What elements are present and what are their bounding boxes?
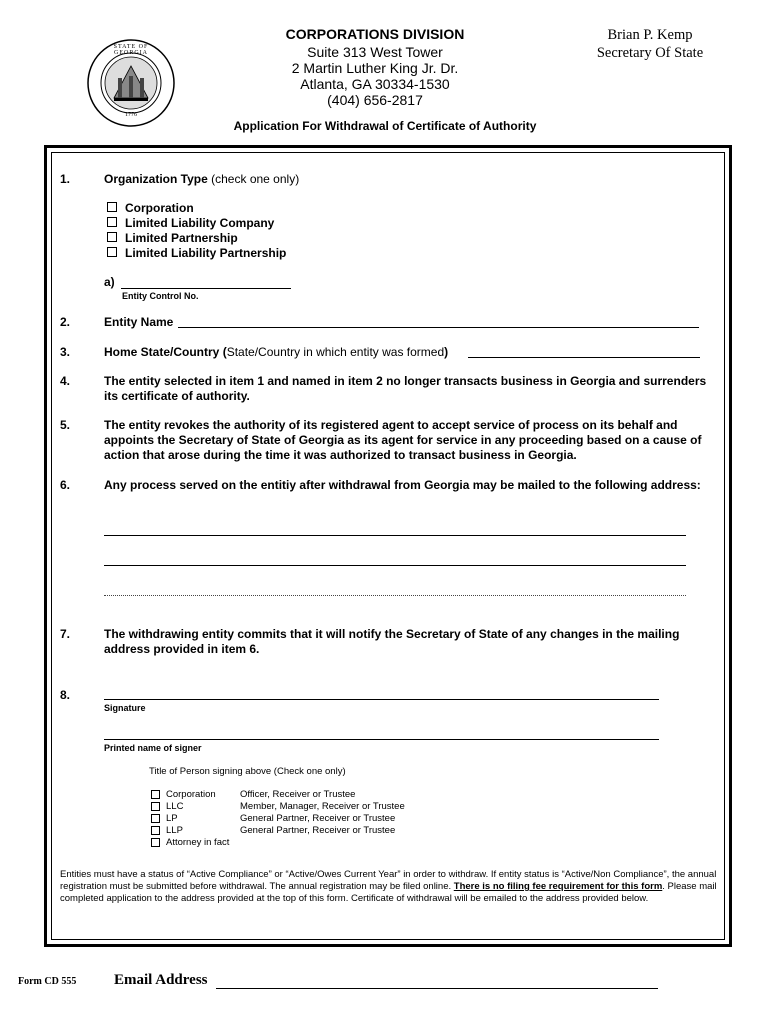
- title-prompt: Title of Person signing above (Check one only): [149, 766, 346, 777]
- mailing-address-line-3[interactable]: [104, 595, 686, 596]
- corporation-checkbox[interactable]: [107, 202, 117, 212]
- item-number: 2.: [60, 315, 71, 329]
- email-address-label: Email Address: [114, 972, 208, 988]
- title-roles: Member, Manager, Receiver or Trustee: [240, 801, 405, 812]
- withdrawal-notice: [60, 869, 720, 905]
- item-number: 5.: [60, 418, 71, 432]
- item-number: 3.: [60, 345, 71, 359]
- item-number: 1.: [60, 172, 71, 186]
- title-llc-checkbox[interactable]: [151, 802, 160, 811]
- seal-year: 1776: [125, 112, 137, 118]
- option-llc: Limited Liability Company: [125, 216, 275, 230]
- signature-label: Signature: [104, 703, 146, 713]
- organization-type-label: Organization Type: [104, 172, 208, 186]
- entity-control-number-field[interactable]: [121, 288, 291, 289]
- entity-name-field[interactable]: [178, 327, 699, 328]
- official-title: Secretary Of State: [596, 45, 704, 61]
- address-line: Atlanta, GA 30334-1530: [300, 76, 450, 92]
- title-type: LLP: [166, 825, 183, 836]
- mailing-address-line-1[interactable]: [104, 535, 686, 536]
- item-number: 4.: [60, 374, 71, 388]
- title-corporation-checkbox[interactable]: [151, 790, 160, 799]
- item-5-text: The entity revokes the authority of its registered agent to accept service of process on its behalf and appoints the Secretary of State of Georgia as its agent for service in any proceeding based on a cause of action that arose during the time it was authorized to transact business in Georgia.: [104, 418, 702, 462]
- notice-text-end: . Please mail completed application to the address provided at the top of this form. Certificate of withdrawal will be emailed to the address provided below.: [60, 881, 717, 904]
- title-type: Attorney in fact: [166, 837, 230, 848]
- home-state-field[interactable]: [468, 357, 700, 358]
- form-title: Application For Withdrawal of Certificate of Authority: [233, 119, 537, 133]
- notice-text: Entities must have a status of “Active Compliance” or “Active/Owes Current Year” in order to withdraw. If entity status is “Active/Non Compliance”, the annual registration must be submitted before withdrawal. The annual registration may be filed online.: [60, 869, 717, 892]
- title-roles: General Partner, Receiver or Trustee: [240, 825, 396, 836]
- item-number: 7.: [60, 627, 71, 641]
- division-title: CORPORATIONS DIVISION: [285, 26, 465, 42]
- option-lp: Limited Partnership: [125, 231, 238, 245]
- no-fee-notice: There is no filing fee requirement for this form: [453, 881, 663, 892]
- title-attorney-checkbox[interactable]: [151, 838, 160, 847]
- item-number: 8.: [60, 688, 71, 702]
- title-roles: Officer, Receiver or Trustee: [240, 789, 356, 800]
- entity-control-label: Entity Control No.: [122, 291, 199, 301]
- option-corporation: Corporation: [125, 201, 194, 215]
- home-state-label: Home State/Country: [104, 345, 220, 359]
- printed-name-label: Printed name of signer: [104, 743, 202, 753]
- printed-name-field[interactable]: [104, 739, 659, 740]
- secretary-block: [575, 26, 725, 62]
- email-address-field[interactable]: [216, 988, 658, 989]
- official-name: Brian P. Kemp: [607, 27, 693, 43]
- lp-checkbox[interactable]: [107, 232, 117, 242]
- title-roles: General Partner, Receiver or Trustee: [240, 813, 396, 824]
- organization-type-hint: (check one only): [211, 172, 300, 186]
- title-type: Corporation: [166, 789, 216, 800]
- title-lp-checkbox[interactable]: [151, 814, 160, 823]
- llp-checkbox[interactable]: [107, 247, 117, 257]
- hint-close-paren: ): [444, 345, 449, 359]
- sub-item-a: a): [104, 275, 115, 289]
- address-line: Suite 313 West Tower: [307, 44, 443, 60]
- item-4-text: The entity selected in item 1 and named in item 2 no longer transacts business in Georgia and surrenders its certificate of authority.: [104, 374, 707, 403]
- organization-type-heading: [104, 172, 299, 187]
- mailing-address-line-2[interactable]: [104, 565, 686, 566]
- llc-checkbox[interactable]: [107, 217, 117, 227]
- seal-caption: STATE OF GEORGIA: [113, 44, 149, 56]
- title-type: LP: [166, 813, 178, 824]
- home-state-heading: [104, 345, 448, 360]
- item-6-text: Any process served on the entitiy after withdrawal from Georgia may be mailed to the following address:: [104, 478, 701, 492]
- title-type: LLC: [166, 801, 184, 812]
- signature-field[interactable]: [104, 699, 659, 700]
- phone-number: (404) 656-2817: [327, 92, 423, 108]
- item-7-text: The withdrawing entity commits that it will notify the Secretary of State of any changes in the mailing address provided in item 6.: [104, 627, 680, 656]
- form-number: Form CD 555: [18, 976, 77, 987]
- home-state-hint: State/Country in which entity was formed: [226, 345, 445, 359]
- hint-open-paren: (: [222, 345, 227, 359]
- title-llp-checkbox[interactable]: [151, 826, 160, 835]
- address-line: 2 Martin Luther King Jr. Dr.: [291, 60, 459, 76]
- item-number: 6.: [60, 478, 71, 492]
- entity-name-label: Entity Name: [104, 315, 174, 329]
- option-llp: Limited Liability Partnership: [125, 246, 287, 260]
